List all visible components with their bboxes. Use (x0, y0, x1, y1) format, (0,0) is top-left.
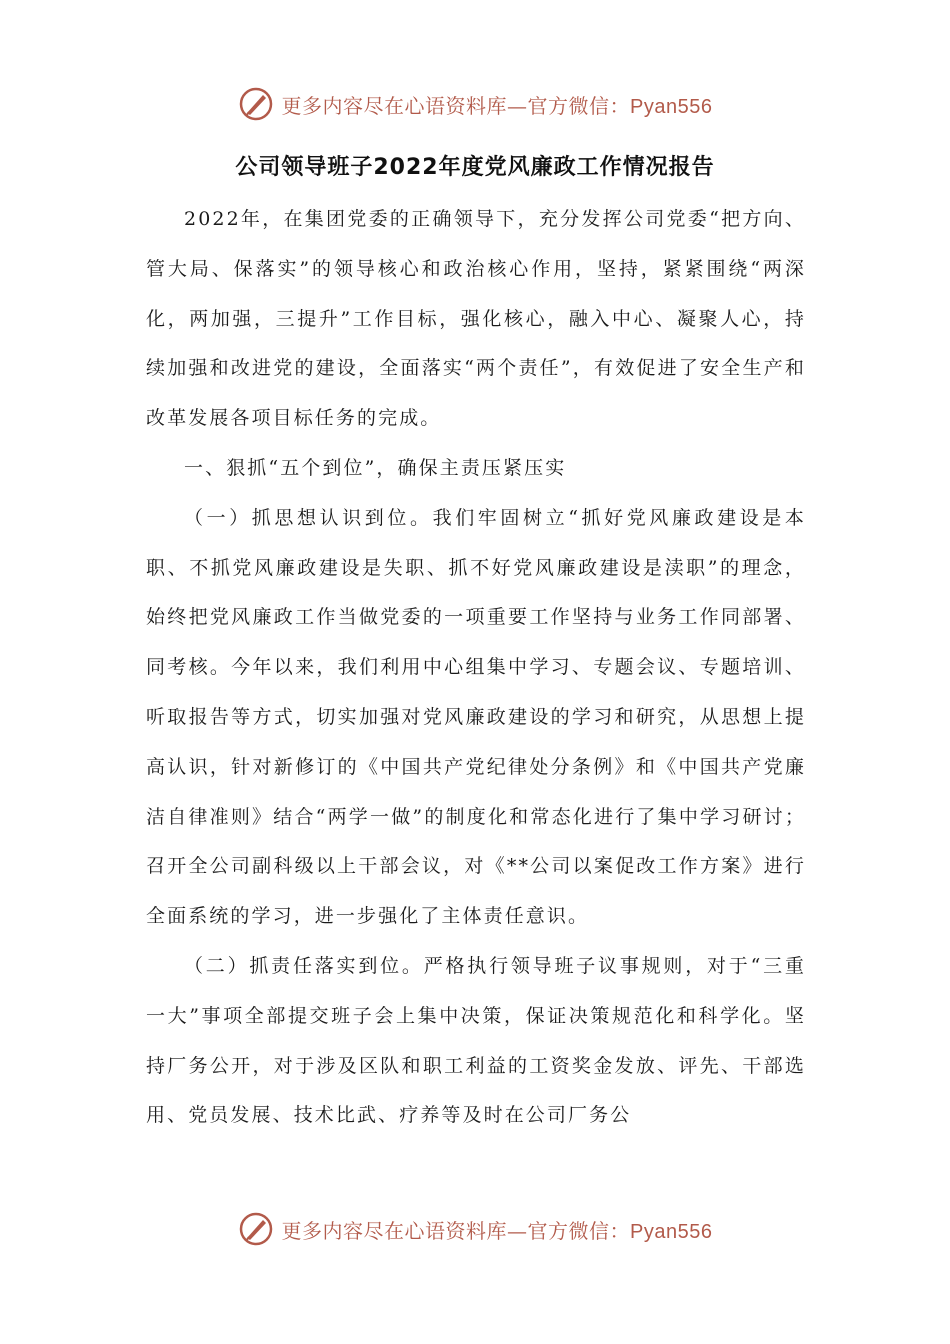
document-title: 公司领导班子2022年度党风廉政工作情况报告 (235, 155, 715, 180)
paragraph-responsibility: （二）抓责任落实到位。严格执行领导班子议事规则，对于“三重一大”事项全部提交班子会上集中决策，保证决策规范化和科学化。坚持厂务公开，对于涉及区队和职工利益的工资奖金发放、评先、干部选用、党员发展、技术比武、疗养等及时在公司厂务公 (146, 954, 806, 1127)
paragraph-intro: 2022年，在集团党委的正确领导下，充分发挥公司党委“把方向、管大局、保落实”的领导核心和政治核心作用，坚持，紧紧围绕“两深化，两加强，三提升”工作目标，强化核心，融入中心、凝聚人心，持续加强和改进党的建设，全面落实“两个责任”，有效促进了安全生产和改革发展各项目标任务的完成。 (146, 208, 806, 430)
footer-watermark (0, 1209, 950, 1249)
section-heading-1: 一、狠抓“五个到位”，确保主责压紧压实 (184, 456, 567, 479)
document-body (146, 195, 806, 1141)
quill-logo-icon (238, 86, 274, 122)
wechat-id: Pyan556 (630, 95, 713, 118)
paragraph-ideology: （一）抓思想认识到位。我们牢固树立“抓好党风廉政建设是本职、不抓党风廉政建设是失职、抓不好党风廉政建设是渎职”的理念，始终把党风廉政工作当做党委的一项重要工作坚持与业务工作同部署、同考核。今年以来，我们利用中心组集中学习、专题会议、专题培训、听取报告等方式，切实加强对党风廉政建设的学习和研究，从思想上提高认识，针对新修订的《中国共产党纪律处分条例》和《中国共产党廉洁自律准则》结合“两学一做”的制度化和常态化进行了集中学习研讨；召开全公司副科级以上干部会议，对《**公司以案促改工作方案》进行全面系统的学习，进一步强化了主体责任意识。 (146, 506, 806, 928)
quill-logo-icon (238, 1211, 274, 1247)
watermark-text: 更多内容尽在心语资料库—官方微信：Pyan556 (281, 1218, 713, 1243)
header-watermark (0, 84, 950, 124)
wechat-id: Pyan556 (630, 1220, 713, 1243)
watermark-text: 更多内容尽在心语资料库—官方微信：Pyan556 (281, 93, 713, 118)
